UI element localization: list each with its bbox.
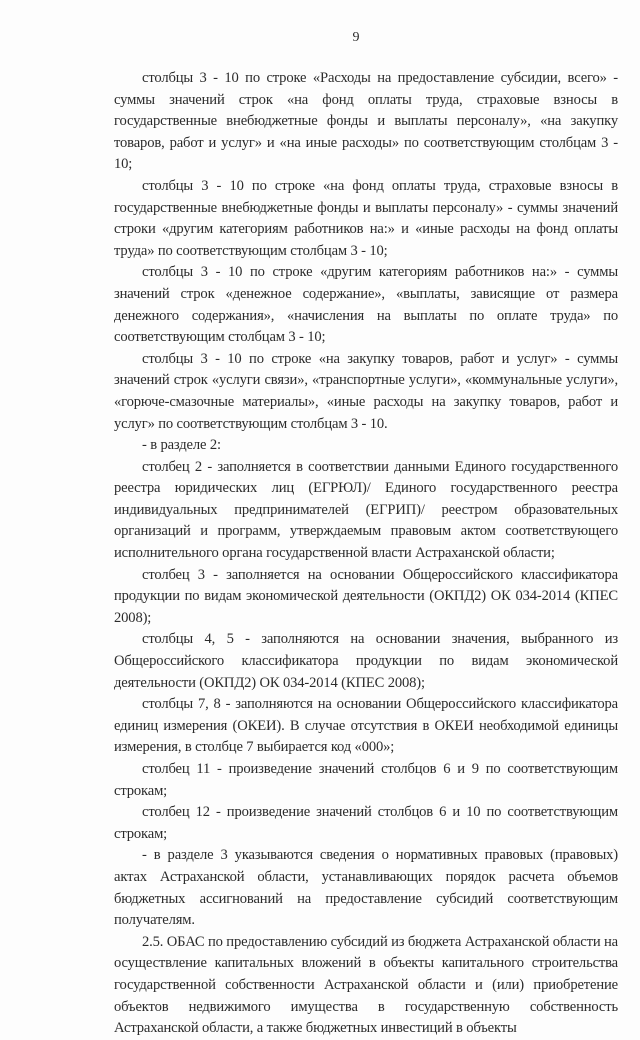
page-number: 9: [352, 30, 360, 45]
paragraph: столбец 12 - произведение значений столбцов 6 и 10 по соответствующим строкам;: [114, 804, 618, 842]
paragraph: столбцы 3 - 10 по строке «другим категориям работников на:» - суммы значений строк «денежное содержание», «выплаты, зависящие от размера денежного содержания», «начисления на выплаты по оплате труда» по соответствующим столбцам 3 - 10;: [114, 264, 618, 346]
paragraph: столбцы 7, 8 - заполняются на основании Общероссийского классификатора единиц измерения (ОКЕИ). В случае отсутствия в ОКЕИ необходимой единицы измерения, в столбце 7 выбирается код «000»;: [114, 696, 618, 756]
paragraph: столбцы 3 - 10 по строке «на закупку товаров, работ и услуг» - суммы значений строк «услуги связи», «транспортные услуги», «коммунальные услуги», «горюче-смазочные материалы», «иные расходы на закупку товаров, работ и услуг» по соответствующим столбцам 3 - 10.: [114, 350, 618, 432]
paragraph: - в разделе 3 указываются сведения о нормативных правовых (правовых) актах Астраханской области, устанавливающих порядок расчета объемов бюджетных ассигнований на предоставление субсидий соответствующим получателям.: [114, 847, 618, 929]
paragraph: столбец 2 - заполняется в соответствии данными Единого государственного реестра юридических лиц (ЕГРЮЛ)/ Единого государственного реестра индивидуальных предпринимателей (ЕГРИП)/ реестром образовательных организаций и программ, утверждаемым правовым актом соответствующего исполнительного органа государственной власти Астраханской области;: [114, 458, 618, 562]
paragraph: столбец 11 - произведение значений столбцов 6 и 9 по соответствующим строкам;: [114, 761, 618, 799]
paragraph: 2.5. ОБАС по предоставлению субсидий из бюджета Астраханской области на осуществление капитальных вложений в объекты капитального строительства государственной собственности Астраханской области и (или) приобретение объектов недвижимого имущества в государственную собственность Астраханской области, а также бюджетных инвестиций в объекты: [114, 933, 618, 1037]
paragraph: - в разделе 2:: [142, 437, 221, 454]
document-body: [114, 68, 618, 1040]
paragraph: столбцы 4, 5 - заполняются на основании значения, выбранного из Общероссийского классификатора продукции по видам экономической деятельности (ОКПД2) ОК 034-2014 (КПЕС 2008);: [114, 631, 618, 691]
paragraph: столбцы 3 - 10 по строке «Расходы на предоставление субсидии, всего» - суммы значений строк «на фонд оплаты труда, страховые взносы в государственные внебюджетные фонды и выплаты персоналу», «на закупку товаров, работ и услуг» и «на иные расходы» по соответствующим столбцам 3 - 10;: [114, 70, 618, 173]
paragraph: столбцы 3 - 10 по строке «на фонд оплаты труда, страховые взносы в государственные внебюджетные фонды и выплаты персоналу» - суммы значений строки «другим категориям работников на:» и «иные расходы на фонд оплаты труда» по соответствующим столбцам 3 - 10;: [114, 177, 618, 259]
paragraph: столбец 3 - заполняется на основании Общероссийского классификатора продукции по видам экономической деятельности (ОКПД2) ОК 034-2014 (КПЕС 2008);: [114, 566, 618, 626]
